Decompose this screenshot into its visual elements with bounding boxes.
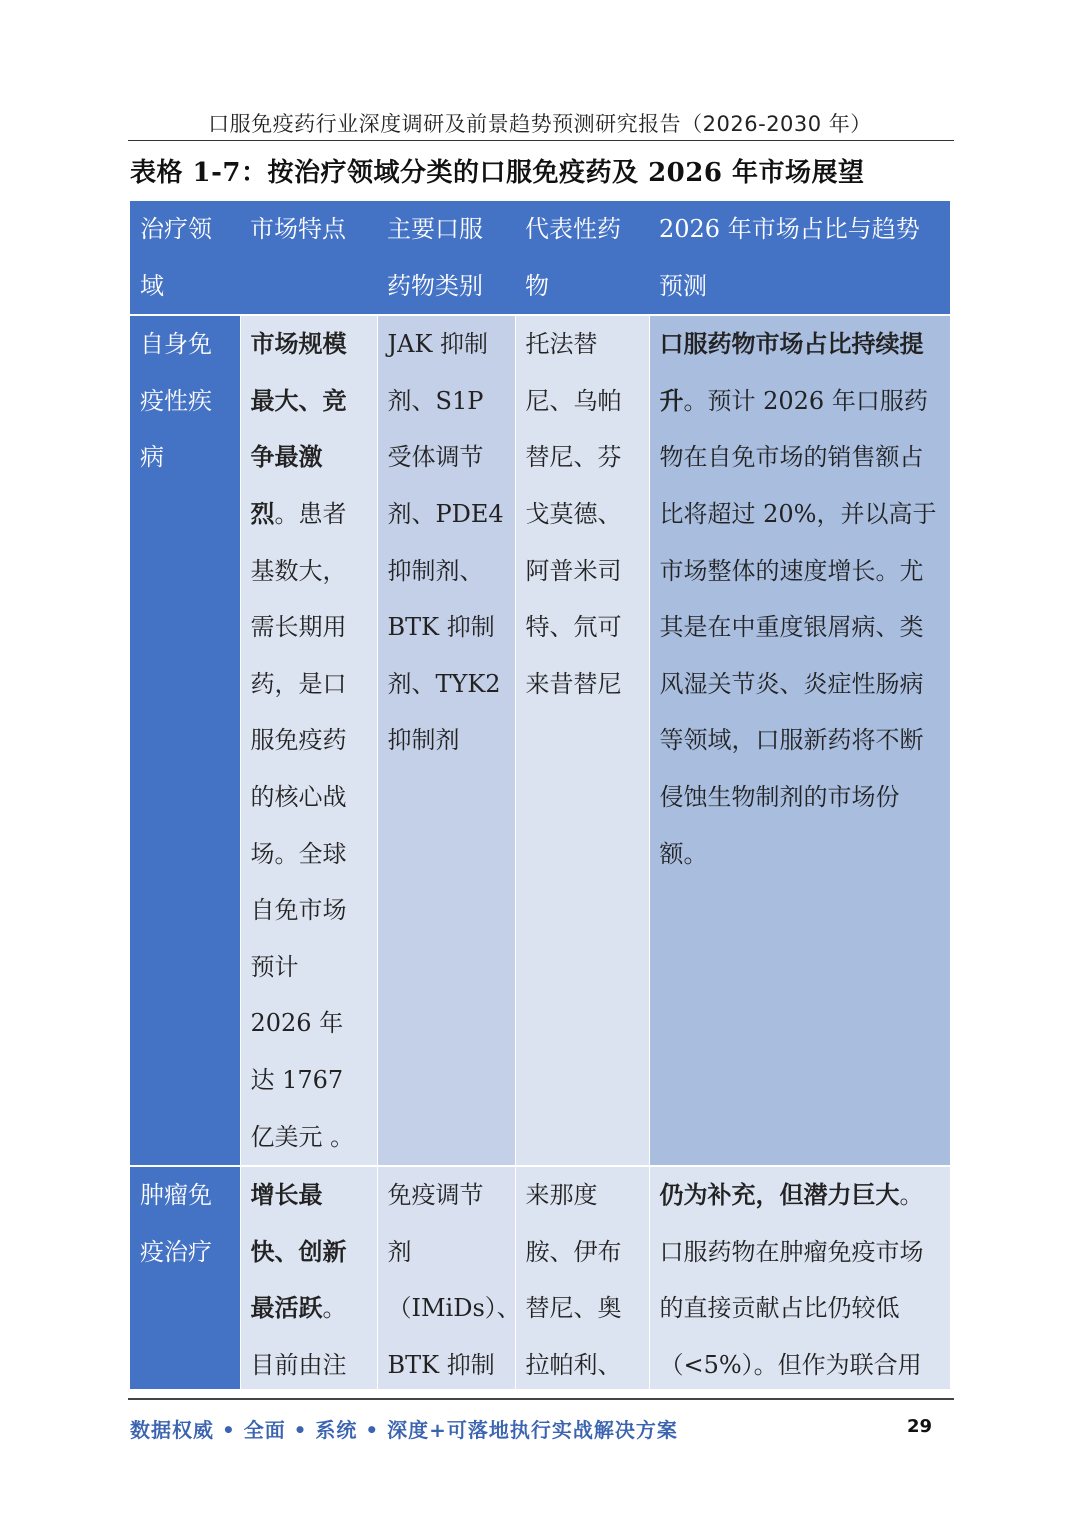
outlook-cell [649, 315, 950, 1166]
drugs-cell: 来那度胺、伊布替尼、奥拉帕利、 [515, 1166, 649, 1389]
table-container [130, 201, 950, 1389]
features-highlight: 市场规模最大、竞争最激烈 [250, 329, 347, 528]
footer-divider [128, 1398, 954, 1400]
outlook-text: 。口服药物在肿瘤免疫市场的直接贡献占比仍较低（<5%）。但作为联合用 [659, 1181, 924, 1379]
page-number: 29 [906, 1416, 932, 1437]
table-caption: 表格 1-7：按治疗领域分类的口服免疫药及 2026 年市场展望 [130, 158, 865, 188]
features-text: 。患者基数大，需长期用药，是口服免疫药的核心战场。全球自免市场预计 2026 年达 1767 亿美元 。 [250, 499, 355, 1151]
outlook-highlight: 口服药物市场占比持续提升 [659, 329, 924, 415]
features-cell [240, 1166, 377, 1389]
therapeutic-area-table [130, 201, 950, 1389]
header-cell-outlook: 2026 年市场占比与趋势预测 [649, 201, 950, 315]
header-cell-drugs: 代表性药物 [515, 201, 649, 315]
header-cell-domain: 治疗领域 [130, 201, 240, 315]
domain-cell: 肿瘤免疫治疗 [130, 1166, 240, 1389]
table-header-row [130, 201, 950, 315]
drug-classes-cell: 免疫调节剂（IMiDs）、BTK 抑制 [377, 1166, 515, 1389]
header-cell-features: 市场特点 [240, 201, 377, 315]
header-divider [128, 140, 954, 141]
table-row [130, 1166, 950, 1389]
running-header: 口服免疫药行业深度调研及前景趋势预测研究报告（2026-2030 年） [208, 112, 872, 136]
outlook-highlight: 仍为补充，但潜力巨大 [659, 1180, 900, 1210]
features-text: 。目前由注 [250, 1294, 347, 1379]
features-highlight: 增长最快、创新最活跃 [250, 1180, 347, 1323]
features-cell [240, 315, 377, 1166]
table-row [130, 315, 950, 1166]
outlook-cell [649, 1166, 950, 1389]
drug-classes-cell: JAK 抑制剂、S1P 受体调节剂、PDE4 抑制剂、BTK 抑制剂、TYK2 抑制剂 [377, 315, 515, 1166]
outlook-text: 。预计 2026 年口服药物在自免市场的销售额占比将超过 20%，并以高于市场整体的速度增长。尤其是在中重度银屑病、类风湿关节炎、炎症性肠病等领域，口服新药将不断侵蚀生物制剂的市场份额。 [659, 386, 937, 868]
header-cell-drug-classes: 主要口服药物类别 [377, 201, 515, 315]
domain-cell: 自身免疫性疾病 [130, 315, 240, 1166]
footer-slogan: 数据权威 • 全面 • 系统 • 深度+可落地执行实战解决方案 [130, 1418, 678, 1442]
drugs-cell: 托法替尼、乌帕替尼、芬戈莫德、阿普米司特、氘可来昔替尼 [515, 315, 649, 1166]
